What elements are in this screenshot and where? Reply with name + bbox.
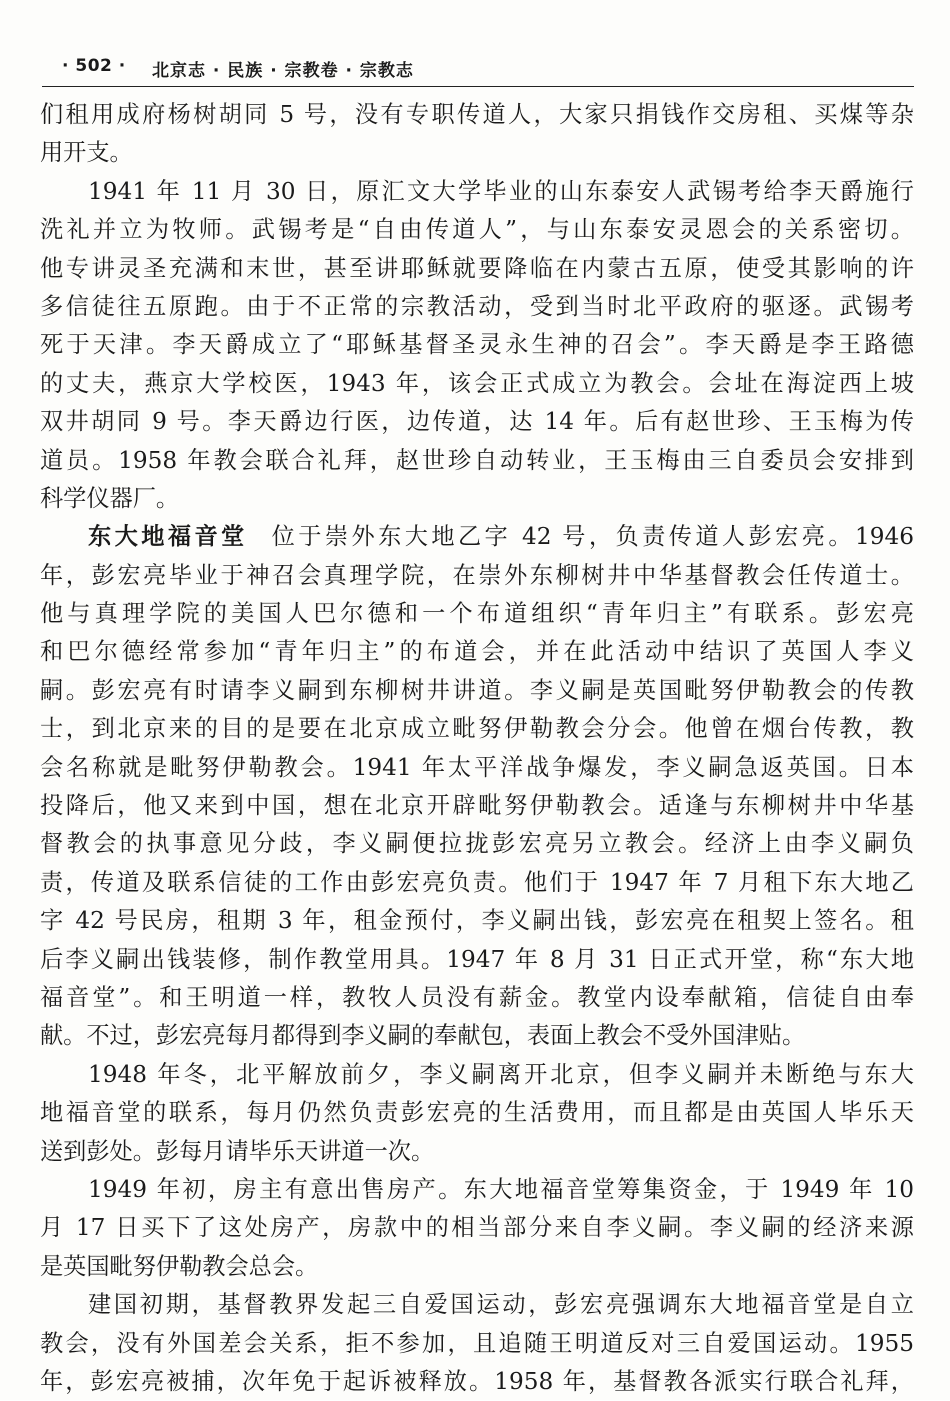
text-line: 他与真理学院的美国人巴尔德和一个布道组织“青年归主”有联系。彭宏亮	[40, 600, 914, 628]
text-line: 1949 年初，房主有意出售房产。东大地福音堂筹集资金，于 1949 年 10	[88, 1175, 914, 1203]
text-line: 和巴尔德经常参加“青年归主”的布道会，并在此活动中结识了英国人李义	[40, 638, 914, 666]
text-line: 是英国毗努伊勒教会总会。	[40, 1252, 319, 1280]
text-line: 会名称就是毗努伊勒教会。1941 年太平洋战争爆发，李义嗣急返英国。日本	[40, 753, 914, 781]
text-line: 道员。1958 年教会联合礼拜，赵世珍自动转业，王玉梅由三自委员会安排到	[40, 446, 914, 474]
section-heading: 东大地福音堂	[88, 523, 248, 551]
text-line: 年，彭宏亮毕业于神召会真理学院，在崇外东柳树井中华基督教会任传道士。	[40, 561, 914, 589]
text-line: 们租用成府杨树胡同 5 号，没有专职传道人，大家只捐钱作交房租、买煤等杂	[40, 101, 914, 128]
body-text	[40, 96, 914, 1401]
text-line: 嗣。彭宏亮有时请李义嗣到东柳树井讲道。李义嗣是英国毗努伊勒教会的传教	[40, 676, 914, 704]
text-line: 他专讲灵圣充满和末世，甚至讲耶稣就要降临在内蒙古五原，使受其影响的许	[40, 254, 914, 282]
text-line: 科学仪器厂。	[40, 484, 180, 512]
text-line: 多信徒往五原跑。由于不正常的宗教活动，受到当时北平政府的驱逐。武锡考	[40, 292, 914, 320]
text-line: 洗礼并立为牧师。武锡考是“自由传道人”，与山东泰安灵恩会的关系密切。	[40, 216, 914, 244]
text-line: 字 42 号民房，租期 3 年，租金预付，李义嗣出钱，彭宏亮在租契上签名。租	[40, 907, 914, 935]
text-line: 士，到北京来的目的是要在北京成立毗努伊勒教会分会。他曾在烟台传教，教	[40, 715, 914, 743]
text-line: 双井胡同 9 号。李天爵边行医，边传道，达 14 年。后有赵世珍、王玉梅为传	[40, 408, 914, 436]
text-line: 1948 年冬，北平解放前夕，李义嗣离开北京，但李义嗣并未断绝与东大	[88, 1060, 914, 1088]
text-line: 1941 年 11 月 30 日，原汇文大学毕业的山东泰安人武锡考给李天爵施行	[88, 177, 914, 205]
running-title: 北京志 · 民族 · 宗教卷 · 宗教志	[152, 61, 414, 81]
page-number: · 502 ·	[62, 56, 126, 76]
text-line: 教会，没有外国差会关系，拒不参加，且追随王明道反对三自爱国运动。1955	[40, 1329, 914, 1357]
text-line: 福音堂”。和王明道一样，教牧人员没有薪金。教堂内设奉献箱，信徒自由奉	[40, 983, 914, 1011]
page-header	[42, 52, 914, 84]
header-rule	[42, 86, 914, 87]
text-line: 位于崇外东大地乙字 42 号，负责传道人彭宏亮。1946	[271, 523, 914, 551]
text-line: 后李义嗣出钱装修，制作教堂用具。1947 年 8 月 31 日正式开堂，称“东大地	[40, 945, 914, 973]
text-line: 责，传道及联系信徒的工作由彭宏亮负责。他们于 1947 年 7 月租下东大地乙	[40, 868, 914, 896]
text-line: 送到彭处。彭每月请毕乐天讲道一次。	[40, 1137, 435, 1165]
text-line: 地福音堂的联系，每月仍然负责彭宏亮的生活费用，而且都是由英国人毕乐天	[40, 1099, 914, 1127]
text-line: 年，彭宏亮被捕，次年免于起诉被释放。1958 年，基督教各派实行联合礼拜，	[40, 1367, 914, 1395]
text-line: 督教会的执事意见分歧，李义嗣便拉拢彭宏亮另立教会。经济上由李义嗣负	[40, 830, 914, 858]
section-first-line	[40, 518, 914, 556]
text-line: 献。不过，彭宏亮每月都得到李义嗣的奉献包，表面上教会不受外国津贴。	[40, 1022, 806, 1050]
text-line: 的丈夫，燕京大学校医，1943 年，该会正式成立为教会。会址在海淀西上坡	[40, 369, 914, 397]
text-line: 投降后，他又来到中国，想在北京开辟毗努伊勒教会。适逢与东柳树井中华基	[40, 792, 914, 820]
text-line: 月 17 日买下了这处房产，房款中的相当部分来自李义嗣。李义嗣的经济来源	[40, 1214, 914, 1242]
text-line: 用开支。	[40, 139, 133, 167]
text-line: 建国初期，基督教界发起三自爱国运动，彭宏亮强调东大地福音堂是自立	[88, 1291, 914, 1319]
text-line: 死于天津。李天爵成立了“耶稣基督圣灵永生神的召会”。李天爵是李王路德	[40, 331, 914, 359]
